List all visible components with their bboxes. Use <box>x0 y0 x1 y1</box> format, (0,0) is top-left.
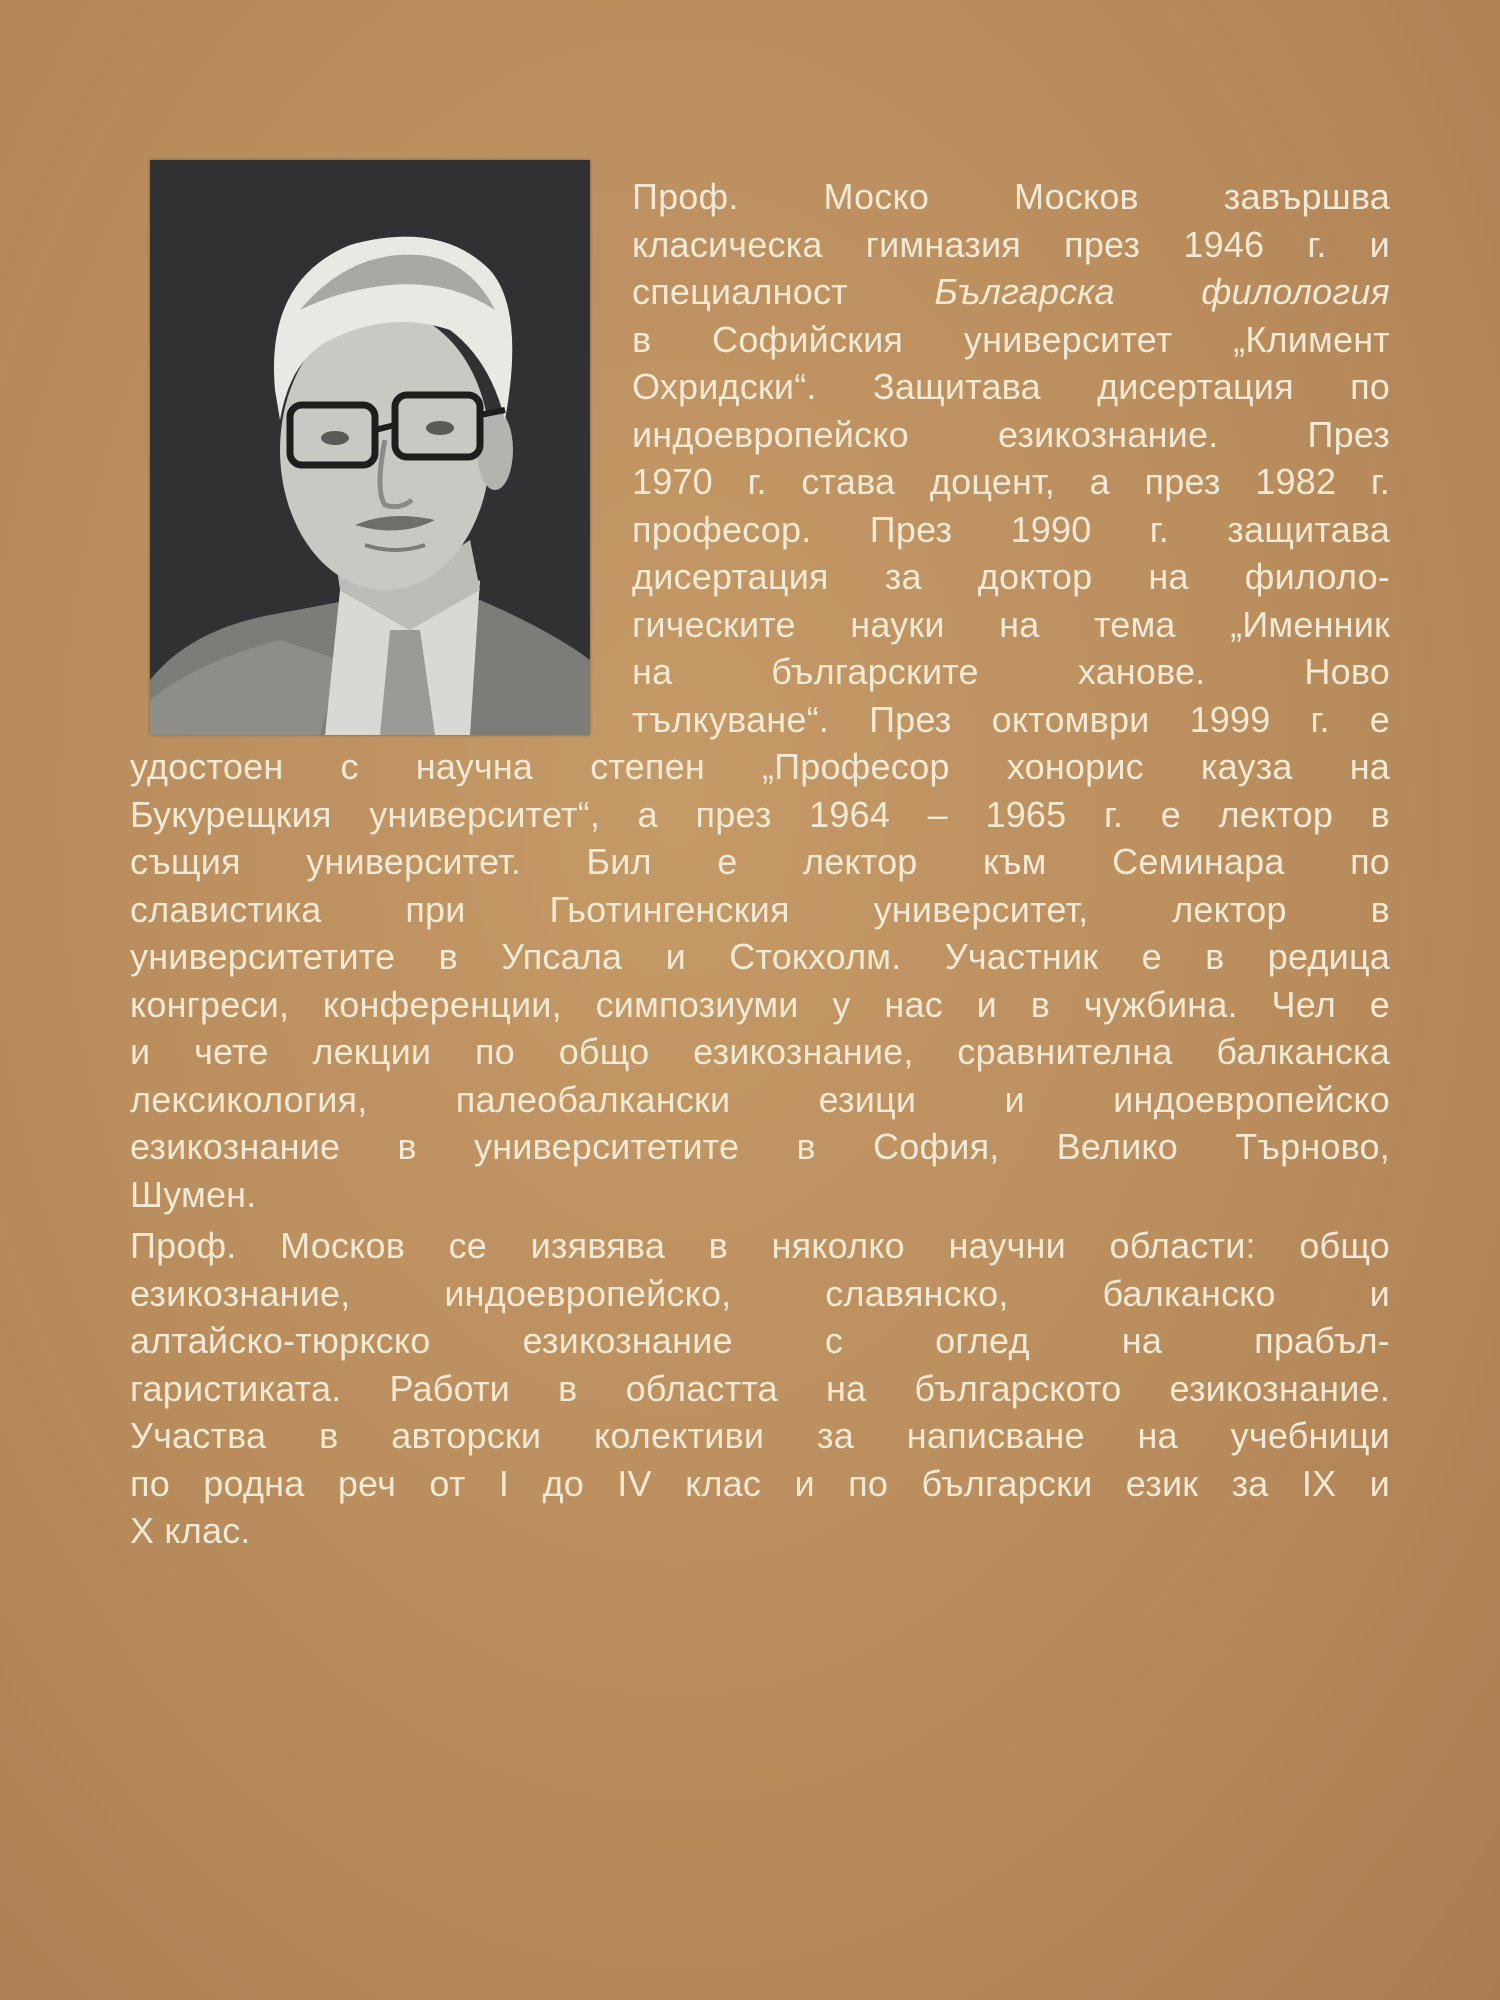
biography-line: по родна реч от I до IV клас и по български език за IX и <box>130 1462 1390 1504</box>
biography-line: езикознание, индоевропейско, славянско, балканско и <box>130 1272 1390 1314</box>
biography-line: на българските ханове. Ново <box>632 651 1390 692</box>
biography-line-italic: Българска филология <box>934 271 1390 312</box>
biography-line: гаристиката. Работи в областта на българското езикознание. <box>130 1367 1390 1409</box>
biography-line: конгреси, конференции, симпозиуми у нас и в чужбина. Чел е <box>130 983 1390 1025</box>
biography-line: езикознание в университетите в София, Велико Търново, <box>130 1126 1390 1167</box>
biography-line: тълкуване“. През октомври 1999 г. е <box>632 698 1390 740</box>
biography-line: 1970 г. става доцент, а през 1982 г. <box>632 461 1390 502</box>
biography-line: класическа гимназия през 1946 г. и <box>632 223 1390 265</box>
biography-line: гическите науки на тема „Именник <box>632 603 1390 645</box>
biography-line: Проф. Моско Москов завършва <box>632 176 1390 217</box>
biography-line: същия университет. Бил е лектор към Семинара по <box>130 841 1390 882</box>
biography-line: лексикология, палеобалкански езици и индоевропейско <box>130 1078 1390 1120</box>
biography-line: индоевропейско езикознание. През <box>632 413 1390 455</box>
biography-line <box>632 270 1390 314</box>
biography-line: професор. През 1990 г. защитава <box>632 508 1390 550</box>
biography-line: и чете лекции по общо езикознание, сравнителна балканска <box>130 1031 1390 1072</box>
biography-line: университетите в Упсала и Стокхолм. Участник е в редица <box>130 936 1390 977</box>
biography-line: славистика при Гьотингенския университет, лектор в <box>130 888 1390 930</box>
biography-line: в Софийския университет „Климент <box>632 318 1390 360</box>
biography-line: алтайско-тюркско езикознание с оглед на прабъл- <box>130 1320 1390 1361</box>
biography-line: Охридски“. Защитава дисертация по <box>632 366 1390 407</box>
biography-line: дисертация за доктор на филоло- <box>632 556 1390 597</box>
biography-line: Шумен. <box>130 1173 257 1215</box>
biography-line: Участва в авторски колективи за написване на учебници <box>130 1415 1390 1456</box>
biography-line: Букурещкия университет“, а през 1964 – 1965 г. е лектор в <box>130 793 1390 835</box>
biography-line-text: специалност <box>632 271 935 312</box>
biography-line: удостоен с научна степен „Професор хонорис кауза на <box>130 746 1390 787</box>
biography-line: Проф. Москов се изявява в няколко научни области: общо <box>130 1225 1390 1266</box>
biography-line: X клас. <box>130 1510 251 1551</box>
author-portrait-photo <box>150 160 590 735</box>
